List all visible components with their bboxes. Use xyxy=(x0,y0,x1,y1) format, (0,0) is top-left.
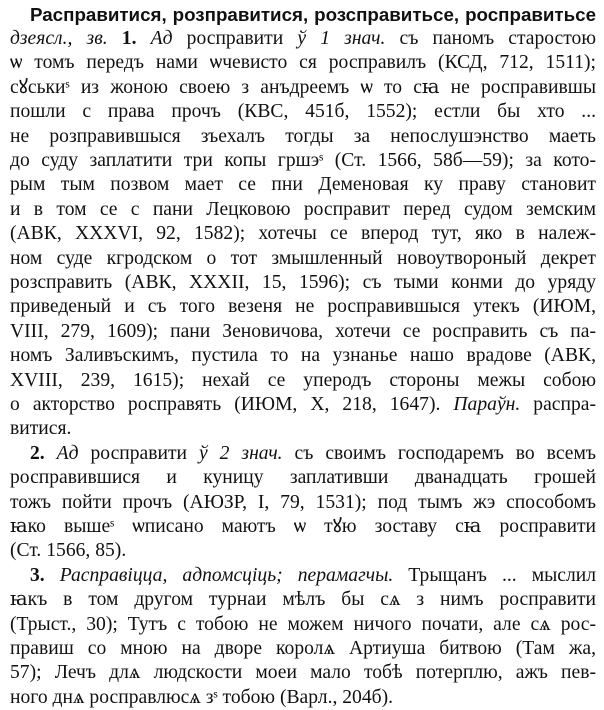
text-line xyxy=(10,173,596,197)
text-segment: пошли с права прочъ (КВС, 451б, 1552); естли бы хто ... xyxy=(10,101,596,123)
text-segment: росправившися и куницу заплативши дванадцать грошей xyxy=(10,467,596,489)
text-segment: сꙋськиˢ из жоною своею з анъдреемъ ѡ то сꙗ не росправившы xyxy=(10,76,596,98)
text-segment: росправити xyxy=(90,442,200,464)
text-segment: Параўн. xyxy=(453,394,521,415)
text-line xyxy=(10,661,596,685)
text-segment: дзеясл., зв. xyxy=(10,28,122,49)
text-line xyxy=(10,320,596,344)
text-line xyxy=(10,393,596,417)
text-line xyxy=(10,466,596,490)
headword: Расправитися, розправитися, розсправитьсе, росправитьсе xyxy=(30,4,596,25)
text-segment: ў 2 знач. xyxy=(199,442,283,464)
text-line xyxy=(30,442,596,466)
text-line xyxy=(10,247,596,271)
text-line xyxy=(10,369,596,393)
text-line xyxy=(30,564,596,588)
text-line xyxy=(10,344,596,368)
text-segment: росправити xyxy=(186,28,298,49)
text-segment: Ад xyxy=(56,442,91,464)
text-segment: съ своимъ господаремъ во всемъ xyxy=(282,442,596,464)
text-segment: ў 1 знач. xyxy=(297,28,386,49)
text-segment: 1. xyxy=(121,28,151,49)
text-segment: номъ Заливъскимъ, пустила то на узнанье нашо врадове (АВК, xyxy=(10,345,596,367)
text-line xyxy=(10,613,596,637)
text-segment: (Трыст., 30); Тутъ с тобою не можем ничого почати, але сѧ рос- xyxy=(10,613,596,635)
text-line xyxy=(10,76,596,100)
text-segment: не розправившыся зъехалъ тогды за непослушэнство маеть xyxy=(10,125,596,147)
text-segment: витися. xyxy=(10,418,72,440)
text-segment: тожъ пойти прочъ (АЮЗР, I, 79, 1531); под тымъ жэ способомъ xyxy=(10,491,596,513)
text-segment: XVIII, 239, 1615); нехай се уперодъ стороны межы собою xyxy=(10,369,596,391)
text-line xyxy=(10,491,596,515)
text-line xyxy=(10,417,596,441)
text-segment: приведеный и съ того везеня не росправившыся утекъ (ИЮМ, xyxy=(10,296,596,318)
text-segment: съ паномъ старостою xyxy=(385,28,596,49)
text-segment: ного днѧ росправлюсѧ зˢ тобою (Варл., 204б). xyxy=(10,686,394,708)
text-line xyxy=(10,588,596,612)
text-segment: ꙗкъ в том другом турнаи мѣлъ бы сѧ з нимъ росправити xyxy=(10,589,596,611)
text-segment: розсправить (АВК, XXXII, 15, 1596); съ тыми конми до уряду xyxy=(10,272,596,293)
text-segment: (АВК, XXXVI, 92, 1582); хотечы се вперод тут, яко в належ- xyxy=(10,223,596,245)
text-line xyxy=(10,222,596,246)
text-segment: ном суде кгродском о тот змышленный новоутвороный декрет xyxy=(10,247,596,269)
text-line xyxy=(10,198,596,222)
text-segment: (Ст. 1566, 85). xyxy=(10,540,127,562)
text-segment: и в том се с пани Лецковою росправит перед судом земским xyxy=(10,198,596,220)
text-segment: Расправіцца, адпомсціць; перамагчы. xyxy=(59,564,394,586)
text-line xyxy=(10,51,596,75)
text-line xyxy=(10,539,596,563)
text-line xyxy=(10,295,596,319)
text-segment: распра- xyxy=(520,394,596,415)
text-line xyxy=(10,637,596,661)
text-line xyxy=(10,149,596,173)
text-segment: 3. xyxy=(30,564,60,586)
text-line xyxy=(10,515,596,539)
text-segment: правиш со мною на дворе королѧ Артиуша битвою (Там жа, xyxy=(10,638,596,659)
text-segment: 2. xyxy=(30,442,57,464)
text-line xyxy=(10,125,596,149)
text-segment: 57); Лечъ длѧ людскости моеи мало тобѣ потерплю, ажъ пев- xyxy=(10,662,596,684)
text-segment: ꙗко вышеˢ ѡписано маютъ ѡ тꙋю зоставу сꙗ росправити xyxy=(10,516,596,537)
text-segment: о акторство росправять (ИЮМ, X, 218, 1647). xyxy=(10,394,454,415)
text-line xyxy=(10,271,596,295)
text-segment: рым тым позвом мает се пни Деменовая ку праву становит xyxy=(10,174,596,196)
text-segment: Трыщанъ ... мыслил xyxy=(393,564,596,586)
text-segment: до суду заплатити три копы гршэˢ (Ст. 1566, 58б—59); за кото- xyxy=(10,150,596,171)
text-segment: Ад xyxy=(150,28,187,49)
text-segment: ѡ томъ передъ нами ѡчевисто ся росправилъ (КСД, 712, 1511); xyxy=(10,52,596,74)
text-segment: VIII, 279, 1609); пани Зеновичова, хотечи се росправить съ па- xyxy=(10,320,596,342)
text-line xyxy=(10,100,596,124)
text-line xyxy=(10,27,596,51)
